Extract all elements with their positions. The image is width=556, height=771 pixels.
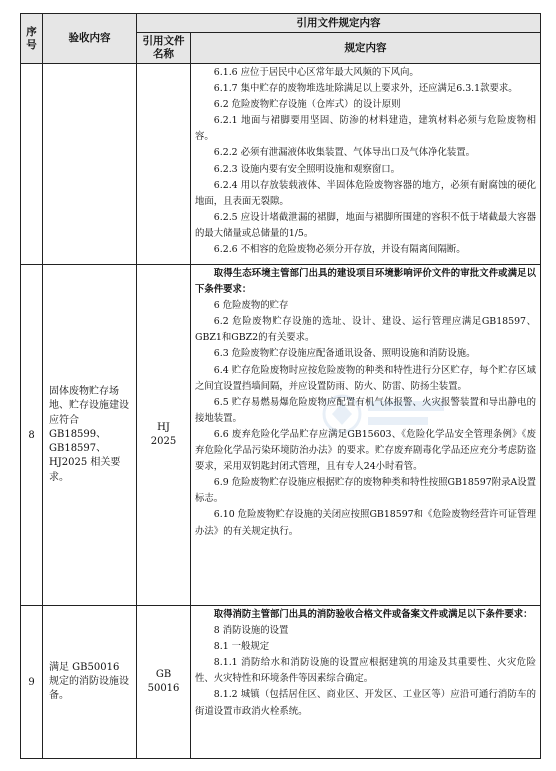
content-paragraph: 6.1.7 集中贮存的废物堆选址除满足以上要求外，还应满足6.3.1款要求。: [213, 83, 518, 95]
content-paragraph: 6.9 危险废物贮存设施应根据贮存的废物种类和特性按照GB18597附录A设置标志。: [195, 477, 536, 505]
content-paragraph: 6.10 危险废物贮存设施的关闭应按照GB18597和《危险废物经营许可证管理办法》的有关规定执行。: [195, 509, 536, 537]
content-paragraph: 6.1.6 应位于居民中心区常年最大风频的下风向。: [213, 67, 419, 78]
header-requirement: 验收内容: [43, 14, 137, 64]
row-ref-name: GB 50016: [137, 606, 191, 759]
content-paragraph: 6.6 废弃危险化学品贮存应满足GB15603、《危险化学品安全管理条例》《废弃危险化学品污染环境防治办法》的要求。贮存废弃剧毒化学品还应充分考虑防盗要求，采用双钥匙封闭式管理，且有专人24小时看管。: [195, 428, 536, 473]
content-lead-paragraph: 取得生态环境主管部门出具的建设项目环境影响评价文件的审批文件或满足以下条件要求：: [195, 268, 536, 296]
content-paragraph: 6.2.6 不相容的危险废物必须分开存放，并设有隔离间隔断。: [213, 244, 466, 256]
header-content: 规定内容: [191, 33, 541, 64]
table-row: [21, 606, 541, 759]
content-paragraph: 6 危险废物的贮存: [213, 300, 289, 312]
content-paragraph: 6.2.2 必须有泄漏液体收集装置、气体导出口及气体净化装置。: [213, 147, 476, 159]
row-content: [191, 64, 541, 265]
content-paragraph: 6.2 危险废物贮存设施的选址、设计、建设、运行管理应满足GB18597、GBZ1和GBZ2的有关要求。: [195, 316, 536, 344]
content-paragraph: 6.2.1 地面与裙脚要用坚固、防渗的材料建造，建筑材料必须与危险废物相容。: [195, 115, 536, 143]
document-page: [20, 13, 540, 759]
row-content: [191, 606, 541, 759]
row-ref-name: [137, 64, 191, 265]
content-paragraph: 8.1.2 城镇（包括居住区、商业区、开发区、工业区等）应沿可通行消防车的街道设置市政消火栓系统。: [195, 689, 536, 717]
row-requirement: 固体废物贮存场地、贮存设施建设应符合GB18599、GB18597、HJ2025 相关要求。: [43, 265, 137, 606]
content-lead-paragraph: 取得消防主管部门出具的消防验收合格文件或备案文件或满足以下条件要求：: [213, 609, 533, 620]
content-paragraph: 6.5 贮存易燃易爆危险废物应配置有机气体报警、火灾报警装置和导出静电的接地装置。: [195, 396, 536, 424]
content-paragraph: 8.1.1 消防给水和消防设施的设置应根据建筑的用途及其重要性、火灾危险性、火灾特性和环境条件等因素综合确定。: [195, 657, 536, 685]
content-paragraph: 6.2 危险废物贮存设施（仓库式）的设计原则: [213, 99, 401, 111]
content-paragraph: 8.1 一般规定: [213, 641, 270, 653]
content-paragraph: 6.2.4 用以存放装载液体、半固体危险废物容器的地方，必须有耐腐蚀的硬化地面，且表面无裂隙。: [195, 179, 536, 207]
content-paragraph: 6.4 贮存危险废物时应按危险废物的种类和特性进行分区贮存，每个贮存区域之间宜设置挡墙间隔，并应设置防雨、防火、防雷、防扬尘装置。: [195, 364, 536, 392]
content-paragraph: 6.3 危险废物贮存设施应配备通讯设备、照明设施和消防设施。: [213, 348, 476, 360]
content-paragraph: 6.2.3 设施内要有安全照明设施和观察窗口。: [213, 163, 401, 175]
row-seq: 8: [21, 265, 43, 606]
header-ref-name: 引用文件名称: [137, 33, 191, 64]
requirements-table: [20, 13, 541, 759]
row-seq: 9: [21, 606, 43, 759]
table-row: [21, 64, 541, 265]
row-content: [191, 265, 541, 606]
content-paragraph: 6.2.5 应设计堵截泄漏的裙脚，地面与裙脚所围建的容积不低于堵截最大容器的最大储量或总储量的1/5。: [195, 211, 536, 239]
row-ref-name: HJ 2025: [137, 265, 191, 606]
header-seq: 序号: [21, 14, 43, 64]
table-row: [21, 265, 541, 606]
row-requirement: [43, 64, 137, 265]
row-seq: [21, 64, 43, 265]
content-paragraph: 8 消防设施的设置: [213, 625, 289, 637]
header-ref-group: 引用文件规定内容: [137, 14, 541, 33]
row-requirement: 满足 GB50016 规定的消防设施设备。: [43, 606, 137, 759]
